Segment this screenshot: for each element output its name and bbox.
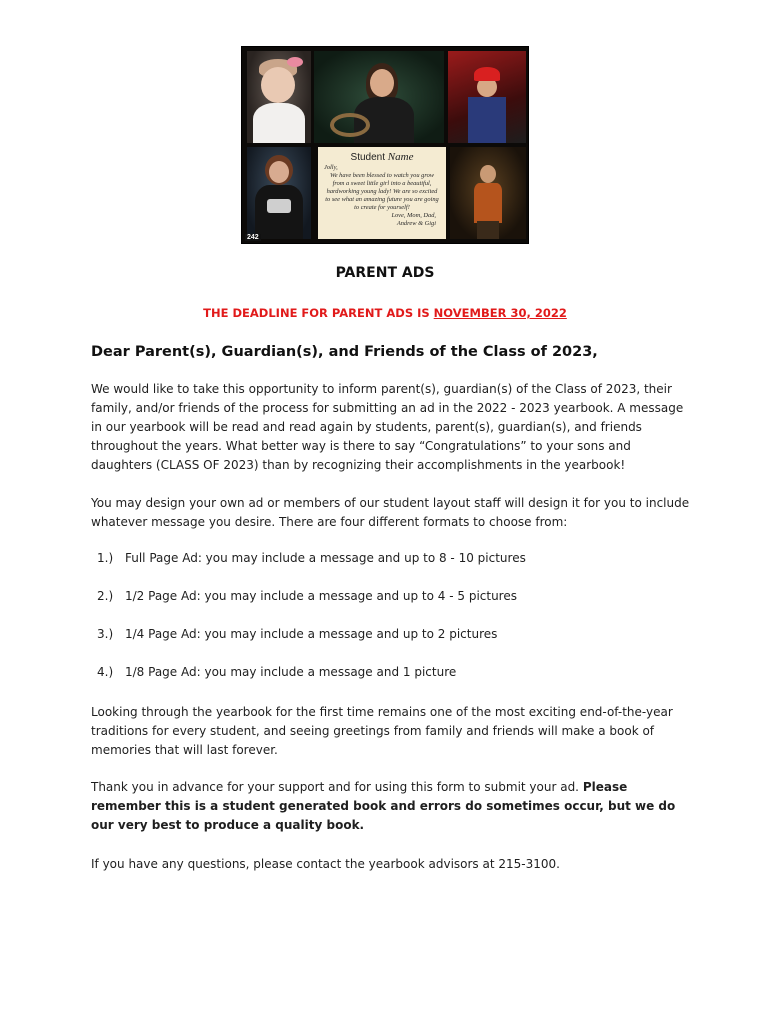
t-shirt-photo <box>247 147 311 239</box>
ad-message <box>324 164 440 228</box>
ad-title: Student Name <box>350 151 414 163</box>
ad-body: We have been blessed to watch you grow from a sweet little girl into a beautiful, hardworking young lady! We are so excited to see what an amazing future you are going to create for yourself! <box>325 172 439 211</box>
list-item: 1.) Full Page Ad: you may include a message and up to 8 - 10 pictures <box>97 551 526 565</box>
deadline-date: NOVEMBER 30, 2022 <box>433 306 567 320</box>
list-item: 2.) 1/2 Page Ad: you may include a message and up to 4 - 5 pictures <box>97 589 517 603</box>
costume-photo <box>448 51 526 143</box>
deadline-prefix: THE DEADLINE FOR PARENT ADS IS <box>203 306 434 320</box>
ad-greeting: Jolly, <box>324 164 338 171</box>
intro-paragraph: We would like to take this opportunity to inform parent(s), guardian(s) of the Class of 2023, their family, and/or friends of the process for submitting an ad in the 2022 - 2023 yearbook. A message in our yearbook will be read and read again by students, parent(s), guardian(s), and friends throughout the years. What better way is there to say “Congratulations” to your sons and daughters (CLASS OF 2023) than by recognizing their accomplishments in the yearbook! <box>91 382 684 472</box>
senior-portrait-photo <box>314 51 444 143</box>
memories-paragraph: Looking through the yearbook for the first time remains one of the most exciting end-of-the-year traditions for every student, and seeing greetings from family and friends will make a book of memories that will last forever. <box>91 705 673 757</box>
ad-message-card <box>318 147 446 239</box>
design-paragraph: You may design your own ad or members of our student layout staff will design it for you to include whatever message you desire. There are four different formats to choose from: <box>91 496 690 529</box>
contact-paragraph: If you have any questions, please contact the yearbook advisors at 215-3100. <box>91 857 560 871</box>
deadline-notice <box>0 306 770 320</box>
sample-ad-image <box>241 46 529 244</box>
list-item: 4.) 1/8 Page Ad: you may include a message and 1 picture <box>97 665 457 679</box>
ad-signature-2: Andrew & Gigi <box>396 220 436 227</box>
miner-photo <box>450 147 526 239</box>
thank-you-paragraph: Thank you in advance for your support and for using this form to submit your ad. Please remember this is a student generated book and errors do sometimes occur, but we do our very best to produce a quality book. <box>91 780 676 832</box>
baby-photo <box>247 51 311 143</box>
ad-signature-1: Love, Mom, Dad, <box>391 212 436 219</box>
page-heading: PARENT ADS <box>335 265 435 281</box>
disclaimer-bold: Please remember this is a student generated book and errors do sometimes occur, but we do our very best to produce a quality book. <box>91 780 676 832</box>
list-item: 3.) 1/4 Page Ad: you may include a message and up to 2 pictures <box>97 627 498 641</box>
salutation: Dear Parent(s), Guardian(s), and Friends of the Class of 2023, <box>91 344 598 360</box>
ad-page-number: 242 <box>247 234 259 241</box>
